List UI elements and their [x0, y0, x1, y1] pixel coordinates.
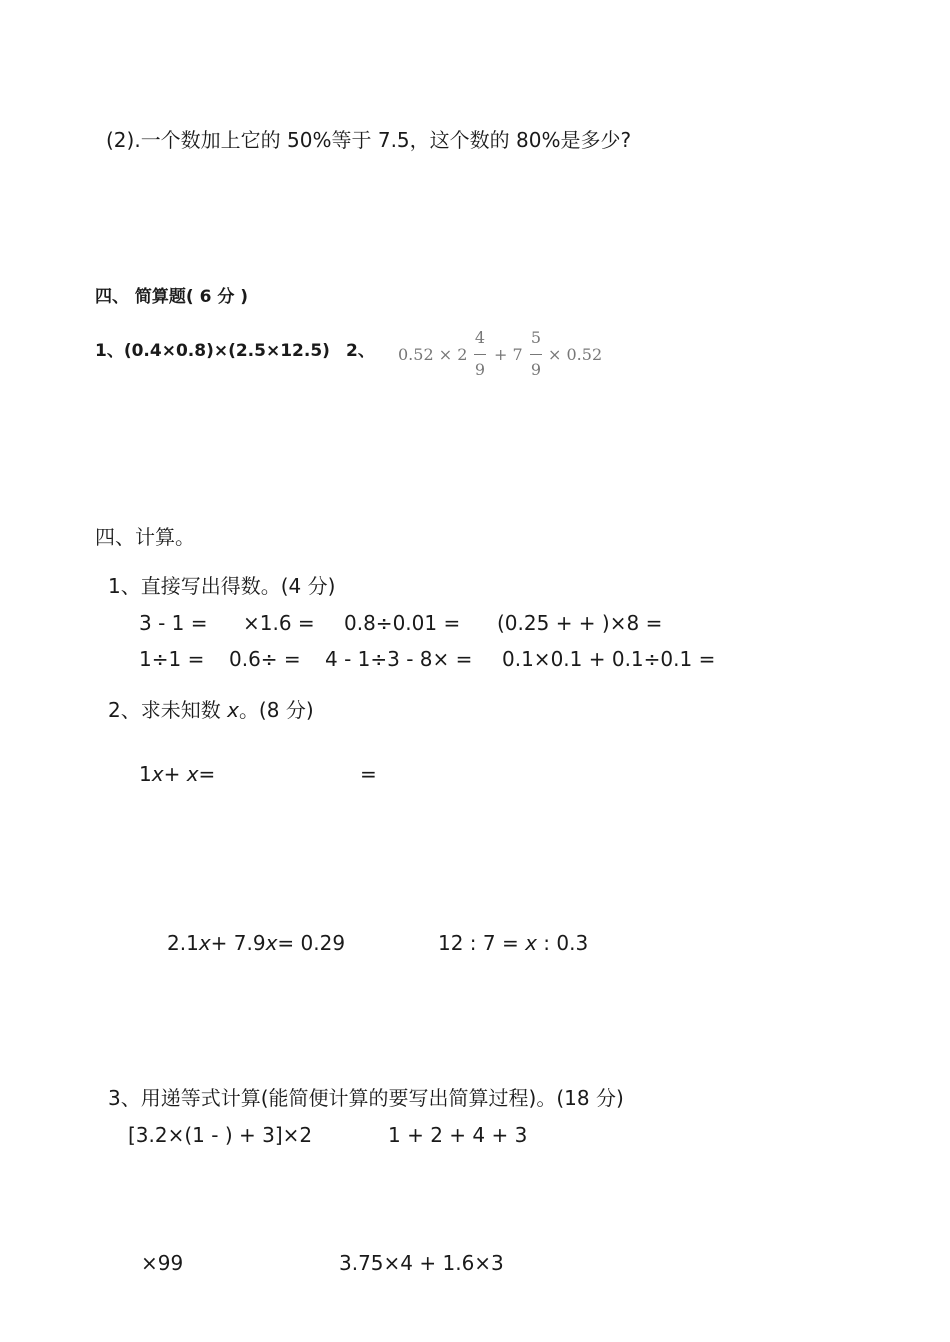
eq1-var2: x	[186, 762, 199, 786]
section-calc-title: 四、计算。	[95, 525, 195, 549]
frac2-denominator: 9	[530, 360, 542, 379]
expr-part-b: + 7	[494, 345, 523, 364]
eq2-coef2: + 7.9	[210, 931, 266, 955]
eq1-equals: =	[198, 762, 216, 786]
part1-r1-c4: (0.25 + + )×8 =	[497, 611, 663, 635]
part2-title-pre: 2、求未知数	[108, 698, 228, 722]
part1-r2-c4: 0.1×0.1 + 0.1÷0.1 =	[502, 647, 716, 671]
simple-q2-label: 2、	[346, 341, 375, 361]
problem-2: (2).一个数加上它的 50%等于 7.5，这个数的 80%是多少?	[106, 128, 632, 152]
part2-title-var: x	[227, 698, 239, 722]
part2-title-post: 。(8 分)	[238, 698, 314, 722]
frac1-denominator: 9	[474, 360, 486, 379]
eq1-var1: x	[151, 762, 164, 786]
part1-r1-c3: 0.8÷0.01 =	[344, 611, 461, 635]
part1-title: 1、直接写出得数。(4 分)	[108, 574, 336, 598]
simple-q1: 1、(0.4×0.8)×(2.5×12.5)	[95, 341, 330, 361]
eq3-left: 12 : 7 =	[438, 931, 526, 955]
frac2-numerator: 5	[530, 328, 542, 347]
eq1-plus: +	[163, 762, 187, 786]
part2-title	[108, 700, 314, 720]
part1-r1-c2: ×1.6 =	[243, 611, 315, 635]
part1-r2-c3: 4 - 1÷3 - 8× =	[325, 647, 473, 671]
simple-q2-expression	[398, 328, 613, 384]
expr-part-a: 0.52 × 2	[398, 345, 468, 364]
equation-2	[167, 933, 345, 953]
part1-r2-c1: 1÷1 =	[139, 647, 205, 671]
frac1-numerator: 4	[474, 328, 486, 347]
expr-part-c: × 0.52	[548, 345, 603, 364]
part3-expr-4: 3.75×4 + 1.6×3	[339, 1251, 504, 1275]
equation-1	[139, 764, 215, 784]
part3-expr-2: 1 + 2 + 4 + 3	[388, 1123, 528, 1147]
eq1-coef: 1	[139, 762, 152, 786]
eq2-rhs: = 0.29	[277, 931, 346, 955]
equation-3	[438, 933, 588, 953]
eq3-var: x	[525, 931, 537, 955]
frac2-bar	[530, 354, 542, 355]
part3-expr-1: [3.2×(1 - ) + 3]×2	[128, 1123, 313, 1147]
part1-r2-c2: 0.6÷ =	[229, 647, 301, 671]
part3-title: 3、用递等式计算(能简便计算的要写出简算过程)。(18 分)	[108, 1086, 624, 1110]
frac1-bar	[474, 354, 486, 355]
eq2-var1: x	[198, 931, 211, 955]
part3-expr-3: ×99	[141, 1251, 184, 1275]
part1-r1-c1: 3 - 1 =	[139, 611, 208, 635]
section-simple-title: 四、 简算题( 6 分 )	[95, 287, 249, 307]
equation-1-rhs: =	[360, 762, 377, 786]
eq2-coef1: 2.1	[167, 931, 199, 955]
eq3-right: : 0.3	[536, 931, 589, 955]
eq2-var2: x	[265, 931, 278, 955]
